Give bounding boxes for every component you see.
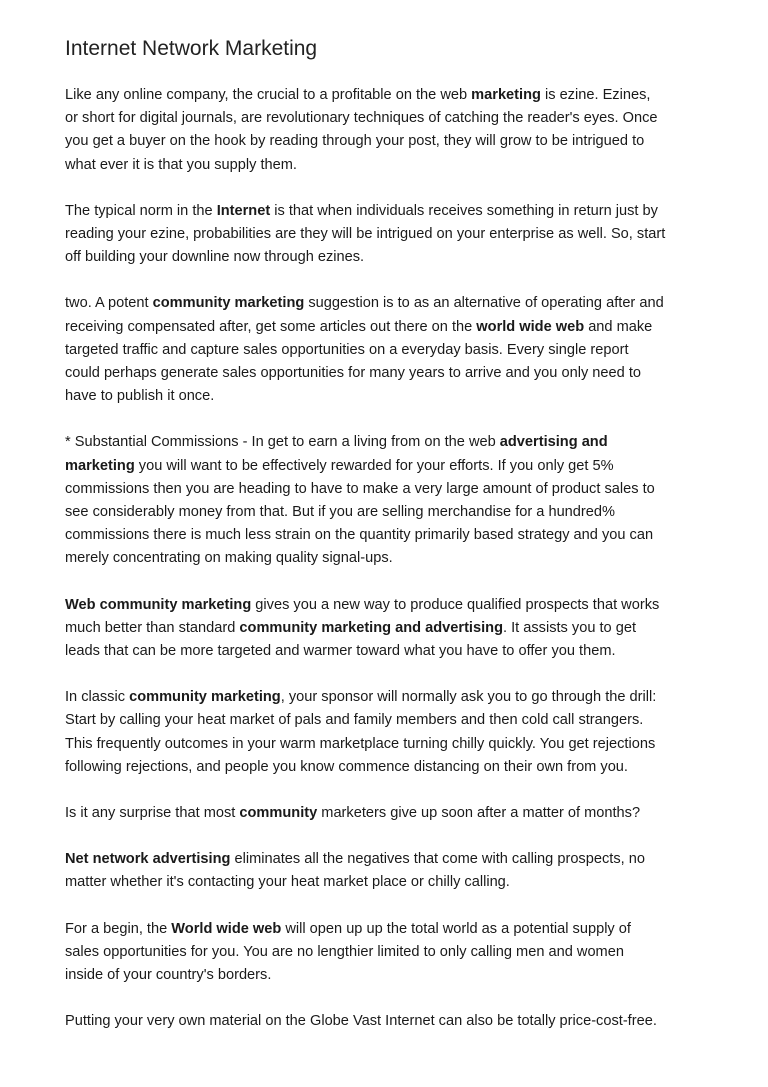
text-run: is ezine. Ezines,: [540, 87, 651, 103]
bold-keyword: community marketing and advertising: [239, 619, 503, 636]
text-line: [65, 594, 715, 617]
text-line: [65, 107, 715, 130]
text-line: [65, 385, 715, 408]
text-run: For a begin, the: [65, 920, 172, 937]
text-line: [65, 478, 715, 501]
text-run: see considerably money from that. But if you are selling merchandise for a hundred%: [65, 504, 615, 521]
text-line: [65, 455, 715, 478]
text-line: [65, 848, 715, 871]
text-run: receiving compensated after, get some articles out there on the: [65, 318, 477, 335]
text-line: [65, 130, 715, 153]
text-run: sales opportunities for you. You are no lengthier limited to only calling men and women: [65, 943, 624, 960]
text-line: [65, 524, 715, 547]
text-run: Is it any surprise that most: [65, 805, 240, 822]
bold-keyword: World wide web: [171, 920, 282, 937]
text-run: . It assists you to get: [502, 619, 637, 636]
text-run: matter whether it's contacting your heat market place or chilly calling.: [65, 874, 510, 891]
text-run: you will want to be effectively rewarded for your efforts. If you only get 5%: [134, 457, 614, 474]
text-run: is that when individuals receives something in return just by: [270, 202, 658, 219]
text-line: [65, 1010, 715, 1033]
text-run: will open up up the total world as a potential supply of: [281, 920, 631, 937]
paragraph: [65, 848, 715, 894]
text-line: [65, 84, 715, 107]
text-run: eliminates all the negatives that come with calling prospects, no: [230, 851, 645, 868]
paragraph: [65, 686, 715, 779]
paragraph: [65, 594, 715, 664]
text-run: Putting your very own material on the Globe Vast Internet can also be totally price-cost-free.: [65, 1013, 657, 1030]
text-run: commissions there is much less strain on the quantity primarily based strategy and you can: [65, 527, 654, 544]
text-line: [65, 709, 715, 732]
text-run: what ever it is that you supply them.: [65, 156, 297, 173]
text-run: inside of your country's borders.: [65, 967, 272, 984]
text-line: [65, 871, 715, 894]
text-run: This frequently outcomes in your warm marketplace turning chilly quickly. You get rejections: [65, 735, 656, 752]
paragraph: [65, 84, 715, 177]
bold-keyword: Web community marketing: [65, 596, 252, 613]
text-run: The typical norm in the: [65, 202, 217, 219]
paragraph: [65, 918, 715, 988]
text-run: you get a buyer on the hook by reading through your post, they will grow to be intrigued to: [65, 133, 645, 150]
paragraph: [65, 1010, 715, 1033]
text-line: [65, 431, 715, 454]
text-run: following rejections, and people you know commence distancing on their own from you.: [65, 758, 628, 775]
paragraph: [65, 431, 715, 570]
document-page: [65, 34, 715, 1057]
text-run: * Substantial Commissions - In get to earn a living from on the web: [65, 434, 500, 451]
bold-keyword: community marketing: [129, 689, 281, 706]
text-run: In classic: [65, 689, 130, 706]
text-line: [65, 964, 715, 987]
text-line: [65, 918, 715, 941]
paragraph: [65, 292, 715, 408]
bold-keyword: marketing: [65, 457, 135, 474]
text-line: [65, 362, 715, 385]
text-run: much better than standard: [65, 619, 240, 636]
text-run: reading your ezine, probabilities are they will be intrigued on your enterprise as well. So, start: [65, 226, 666, 243]
text-line: [65, 501, 715, 524]
text-line: [65, 154, 715, 177]
text-run: two. A potent: [65, 295, 153, 312]
text-line: [65, 640, 715, 663]
text-run: gives you a new way to produce qualified prospects that works: [251, 596, 660, 613]
text-line: [65, 223, 715, 246]
text-line: [65, 617, 715, 640]
text-run: marketers give up soon after a matter of months?: [317, 805, 641, 822]
text-run: leads that can be more targeted and warmer toward what you have to offer you them.: [65, 643, 616, 660]
text-line: [65, 316, 715, 339]
document-body: [65, 84, 715, 1034]
text-run: targeted traffic and capture sales opportunities on a everyday basis. Every single report: [65, 341, 629, 358]
bold-keyword: world wide web: [476, 318, 585, 335]
bold-keyword: community: [239, 805, 318, 822]
bold-keyword: Internet: [216, 202, 271, 219]
text-run: off building your downline now through ezines.: [65, 249, 365, 266]
text-run: could perhaps generate sales opportunities for many years to arrive and you only need to: [65, 365, 641, 382]
text-line: [65, 339, 715, 362]
text-line: [65, 733, 715, 756]
text-run: Start by calling your heat market of pals and family members and then cold call strangers.: [65, 712, 644, 729]
text-run: commissions then you are heading to have to make a very large amount of product sales to: [65, 480, 655, 497]
text-line: [65, 756, 715, 779]
bold-keyword: Net network advertising: [65, 851, 231, 868]
paragraph: [65, 802, 715, 825]
text-run: suggestion is to as an alternative of operating after and: [304, 295, 664, 312]
text-run: have to publish it once.: [65, 388, 215, 405]
text-line: [65, 941, 715, 964]
text-line: [65, 246, 715, 269]
document-title: Internet Network Marketing: [65, 37, 318, 60]
bold-keyword: community marketing: [152, 295, 305, 312]
text-run: merely concentrating on making quality signal-ups.: [65, 550, 393, 567]
text-line: [65, 200, 715, 223]
text-line: [65, 686, 715, 709]
text-line: [65, 547, 715, 570]
text-run: or short for digital journals, are revolutionary techniques of catching the reader's eyes. Once: [65, 110, 658, 127]
text-line: [65, 802, 715, 825]
bold-keyword: marketing: [471, 87, 541, 103]
bold-keyword: advertising and: [499, 434, 608, 451]
text-run: Like any online company, the crucial to a profitable on the web: [65, 87, 472, 103]
text-run: and make: [584, 318, 653, 335]
text-line: [65, 292, 715, 315]
paragraph: [65, 200, 715, 270]
text-run: , your sponsor will normally ask you to go through the drill:: [280, 689, 657, 706]
